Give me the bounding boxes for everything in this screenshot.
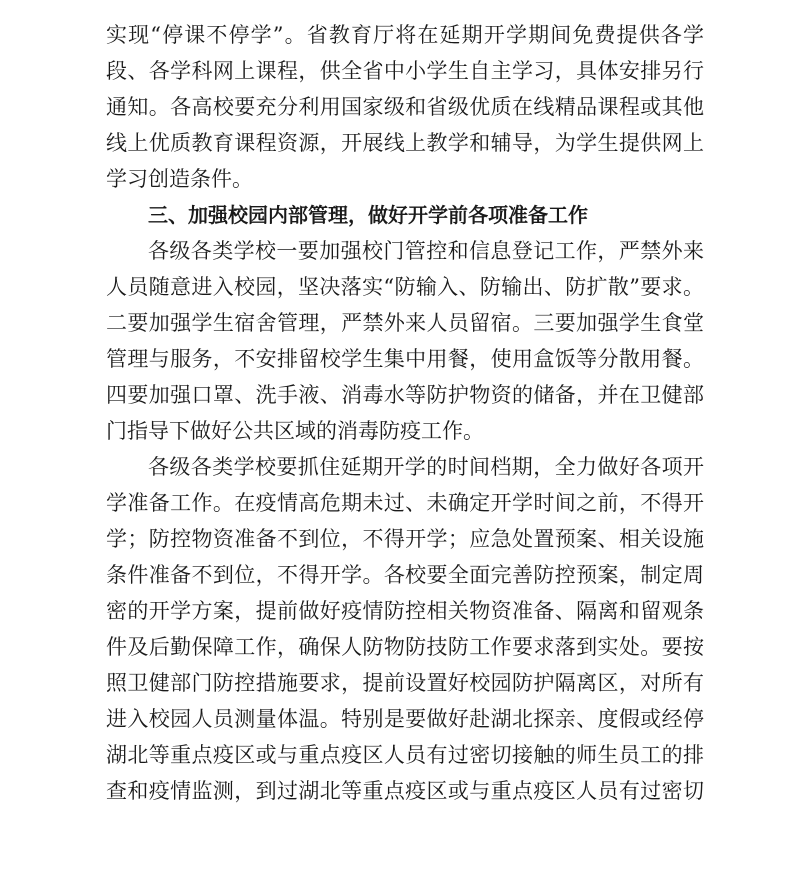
text-line: 通知。各高校要充分利用国家级和省级优质在线精品课程或其他 — [106, 95, 704, 119]
text-line: 各级各类学校要抓住延期开学的时间档期，全力做好各项开 — [148, 455, 704, 479]
text-line: 查和疫情监测，到过湖北等重点疫区或与重点疫区人员有过密切 — [106, 779, 704, 803]
text-line: 门指导下做好公共区域的消毒防疫工作。 — [106, 419, 484, 443]
text-line: 密的开学方案，提前做好疫情防控相关物资准备、隔离和留观条 — [106, 599, 704, 623]
text-line: 湖北等重点疫区或与重点疫区人员有过密切接触的师生员工的排 — [106, 743, 704, 767]
text-line: 学；防控物资准备不到位，不得开学；应急处置预案、相关设施 — [106, 527, 704, 551]
text-line: 管理与服务，不安排留校学生集中用餐，使用盒饭等分散用餐。 — [106, 347, 704, 371]
text-line: 段、各学科网上课程，供全省中小学生自主学习，具体安排另行 — [106, 59, 704, 83]
text-line: 学习创造条件。 — [106, 167, 253, 191]
text-line: 学准备工作。在疫情高危期未过、未确定开学时间之前，不得开 — [106, 491, 704, 515]
text-line: 二要加强学生宿舍管理，严禁外来人员留宿。三要加强学生食堂 — [106, 311, 704, 335]
text-line: 线上优质教育课程资源，开展线上教学和辅导，为学生提供网上 — [106, 131, 704, 155]
text-line: 照卫健部门防控措施要求，提前设置好校园防护隔离区，对所有 — [106, 671, 704, 695]
text-line: 四要加强口罩、洗手液、消毒水等防护物资的储备，并在卫健部 — [106, 383, 704, 407]
text-line: 条件准备不到位，不得开学。各校要全面完善防控预案，制定周 — [106, 563, 704, 587]
text-line: 各级各类学校一要加强校门管控和信息登记工作，严禁外来 — [148, 239, 704, 263]
section-heading: 三、加强校园内部管理，做好开学前各项准备工作 — [148, 203, 588, 227]
text-line: 人员随意进入校园，坚决落实“防输入、防输出、防扩散”要求。 — [106, 275, 704, 299]
text-line: 实现“停课不停学”。省教育厅将在延期开学期间免费提供各学 — [106, 23, 704, 47]
text-line: 件及后勤保障工作，确保人防物防技防工作要求落到实处。要按 — [106, 635, 704, 659]
text-line: 进入校园人员测量体温。特别是要做好赴湖北探亲、度假或经停 — [106, 707, 704, 731]
